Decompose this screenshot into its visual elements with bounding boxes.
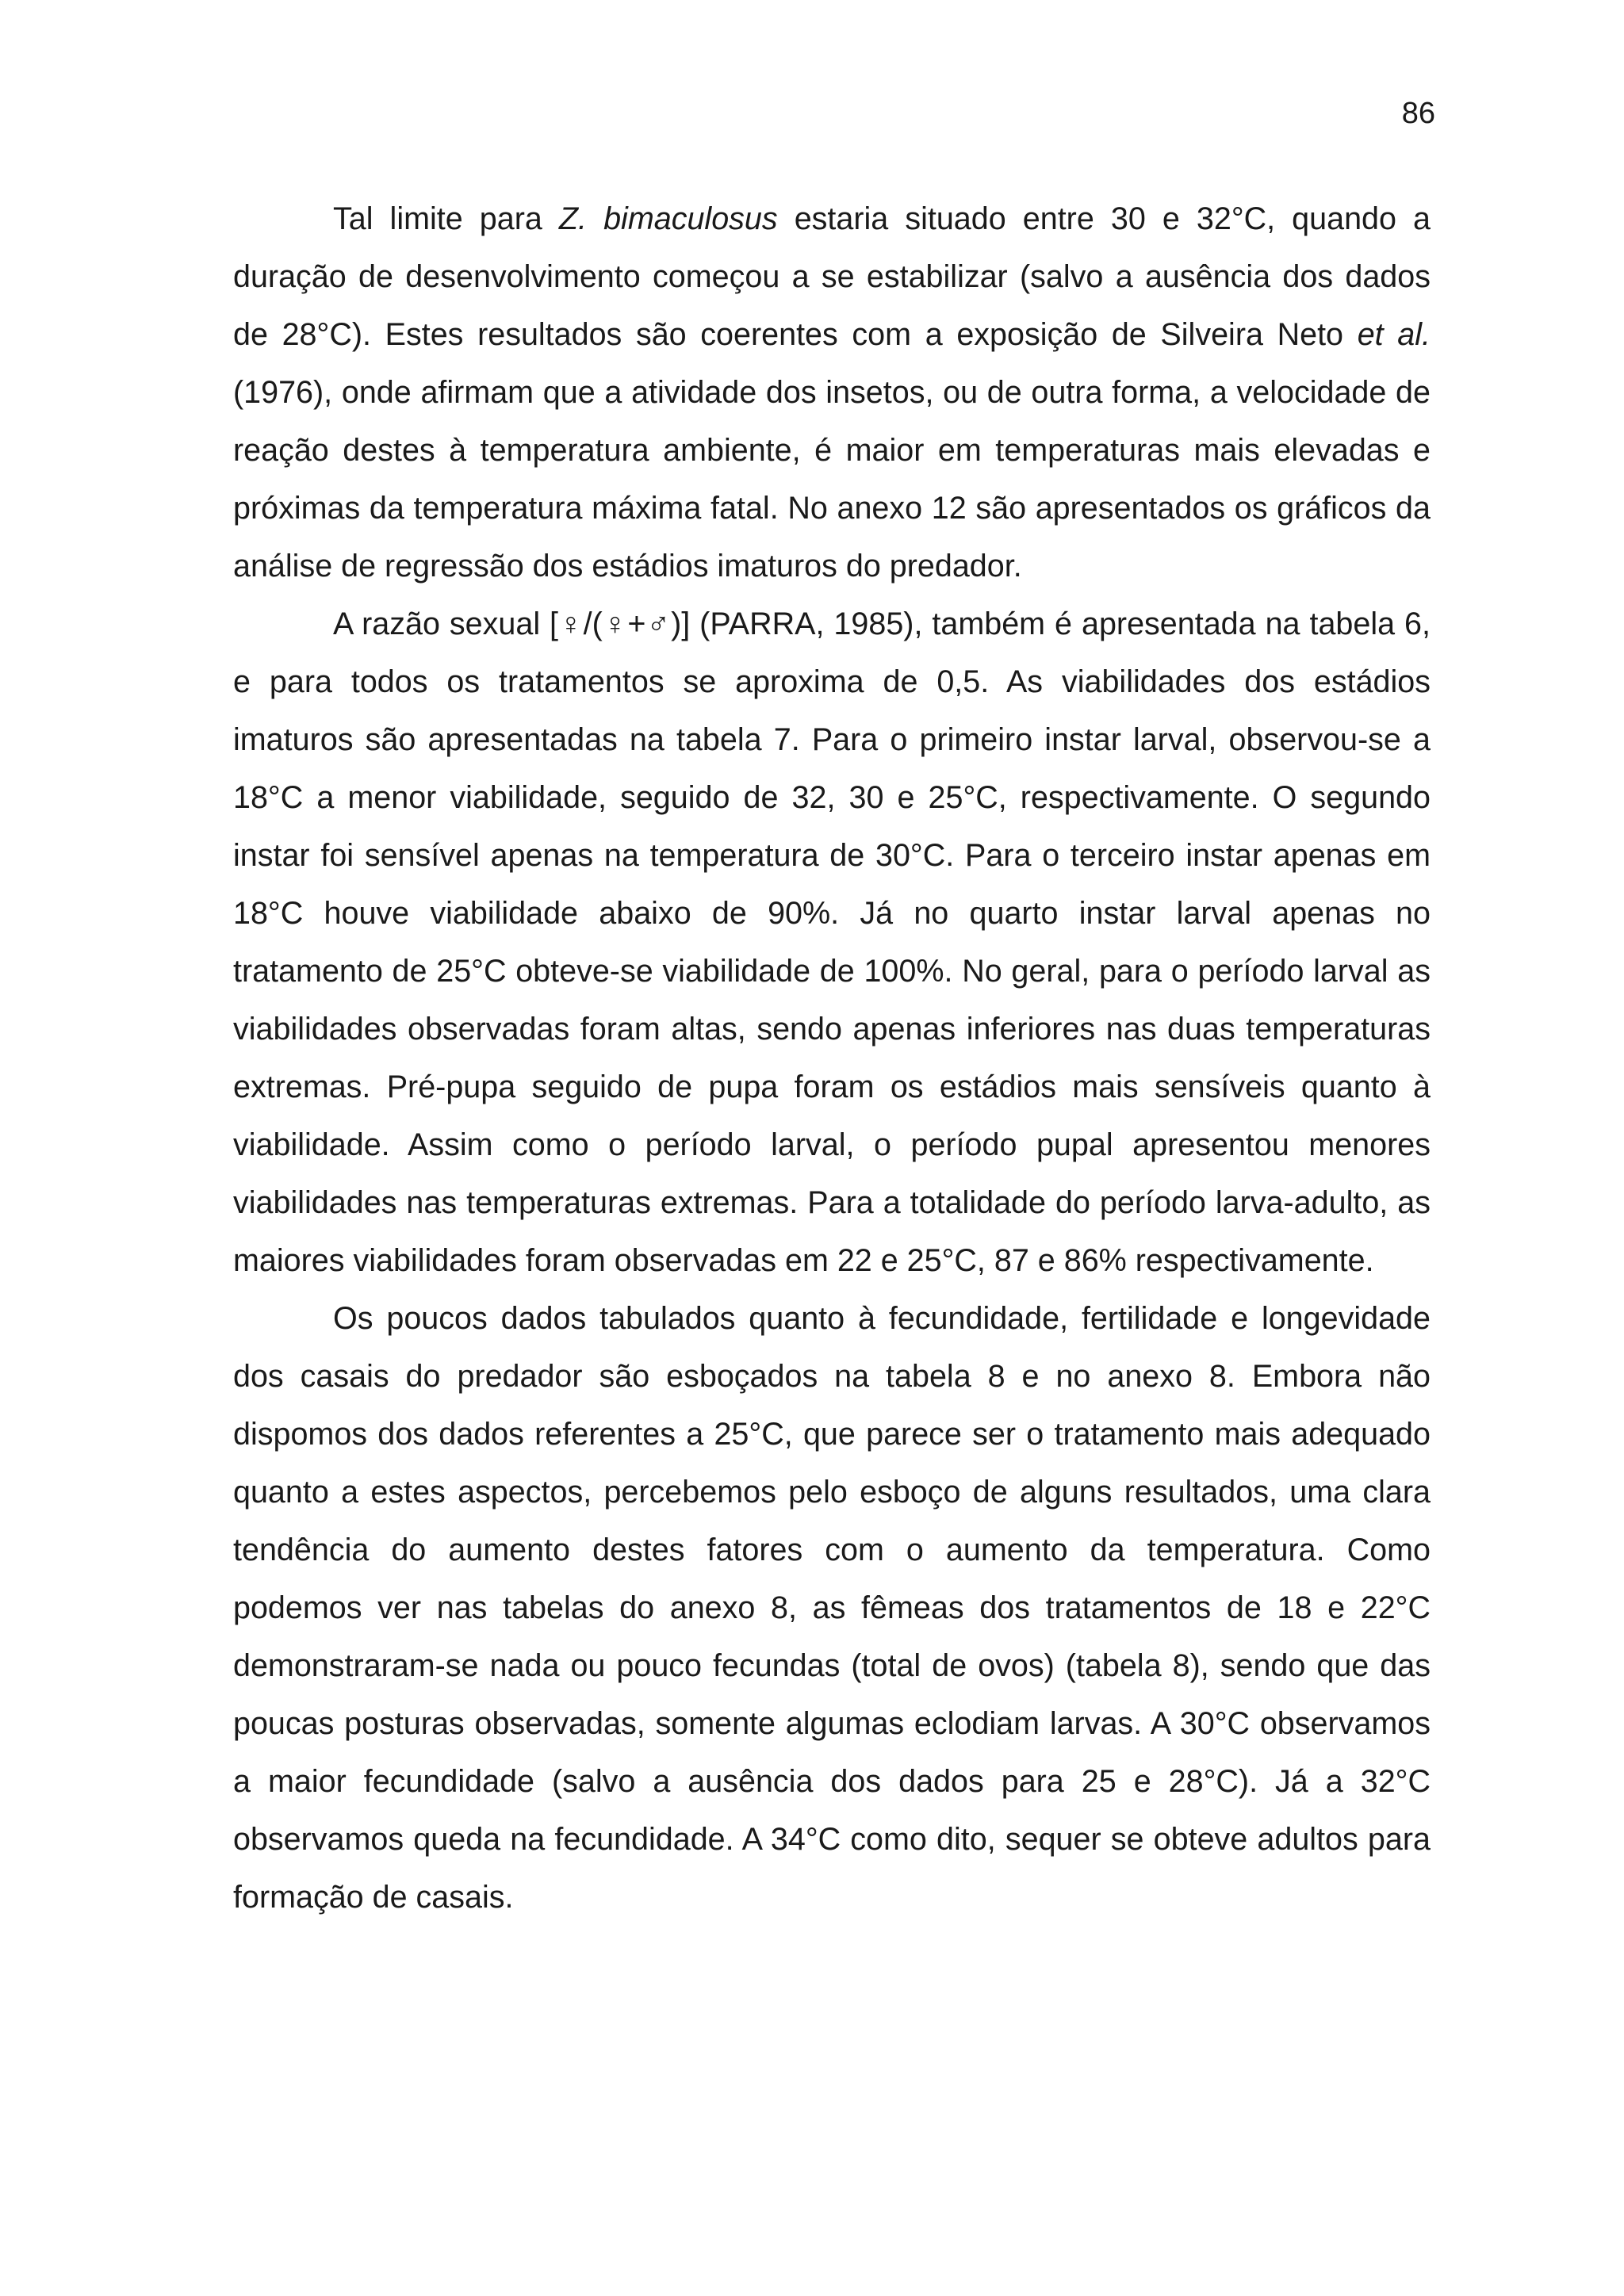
- body-text: [233, 190, 1431, 1927]
- paragraph-1-text-c: (1976), onde afirmam que a atividade dos insetos, ou de outra forma, a velocidade de reação destes à temperatura ambiente, é maior em temperaturas mais elevadas e próximas da temperatura máxima fatal. No anexo 12 são apresentados os gráficos da análise de regressão dos estádios imaturos do predador.: [233, 375, 1431, 584]
- paragraph-1-text-a: Tal limite para: [333, 201, 559, 236]
- species-name: Z. bimaculosus: [558, 201, 778, 236]
- paragraph-2: A razão sexual [♀/(♀+♂)] (PARRA, 1985), também é apresentada na tabela 6, e para todos os tratamentos se aproxima de 0,5. As viabilidades dos estádios imaturos são apresentadas na tabela 7. Para o primeiro instar larval, observou-se a 18°C a menor viabilidade, seguido de 32, 30 e 25°C, respectivamente. O segundo instar foi sensível apenas na temperatura de 30°C. Para o terceiro instar apenas em 18°C houve viabilidade abaixo de 90%. Já no quarto instar larval apenas no tratamento de 25°C obteve-se viabilidade de 100%. No geral, para o período larval as viabilidades observadas foram altas, sendo apenas inferiores nas duas temperaturas extremas. Pré-pupa seguido de pupa foram os estádios mais sensíveis quanto à viabilidade. Assim como o período larval, o período pupal apresentou menores viabilidades nas temperaturas extremas. Para a totalidade do período larva-adulto, as maiores viabilidades foram observadas em 22 e 25°C, 87 e 86% respectivamente.: [233, 607, 1431, 1278]
- paragraph-1: [233, 190, 1431, 595]
- page-number: 86: [1401, 97, 1435, 130]
- paragraph-3: Os poucos dados tabulados quanto à fecundidade, fertilidade e longevidade dos casais do predador são esboçados na tabela 8 e no anexo 8. Embora não dispomos dos dados referentes a 25°C, que parece ser o tratamento mais adequado quanto a estes aspectos, percebemos pelo esboço de alguns resultados, uma clara tendência do aumento destes fatores com o aumento da temperatura. Como podemos ver nas tabelas do anexo 8, as fêmeas dos tratamentos de 18 e 22°C demonstraram-se nada ou pouco fecundas (total de ovos) (tabela 8), sendo que das poucas posturas observadas, somente algumas eclodiam larvas. A 30°C observamos a maior fecundidade (salvo a ausência dos dados para 25 e 28°C). Já a 32°C observamos queda na fecundidade. A 34°C como dito, sequer se obteve adultos para formação de casais.: [233, 1301, 1431, 1915]
- et-al: et al.: [1357, 317, 1431, 352]
- paragraph-1-text-b: estaria situado entre 30 e 32°C, quando a duração de desenvolvimento começou a se estabilizar (salvo a ausência dos dados de 28°C). Estes resultados são coerentes com a exposição de Silveira Neto: [233, 201, 1431, 352]
